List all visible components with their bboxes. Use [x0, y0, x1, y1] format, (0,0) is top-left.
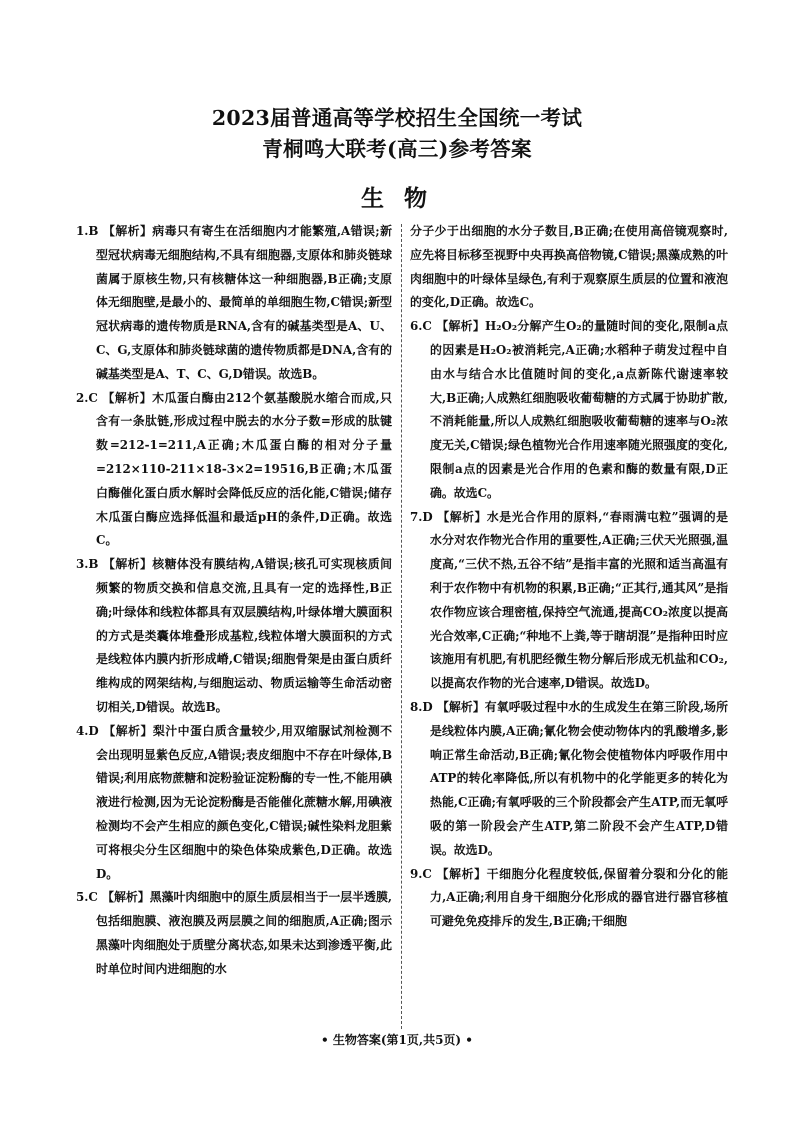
- answer-item: 2.C 【解析】木瓜蛋白酶由212个氨基酸脱水缩合而成,只含有一条肽链,形成过程中脱去的水分子数=形成的肽键数=212-1=211,A正确;木瓜蛋白酶的相对分子量=212×110-211×18-3×2=19516,B正确;木瓜蛋白酶催化蛋白质水解时会降低反应的活化能,C错误;储存木瓜蛋白酶应选择低温和最适pH的条件,D正确。故选C。: [76, 390, 392, 548]
- answer-item: 8.D 【解析】有氧呼吸过程中水的生成发生在第三阶段,场所是线粒体内膜,A正确;氰化物会使动物体内的乳酸增多,影响正常生命活动,B正确;氰化物会使植物体内呼吸作用中ATP的转化率降低,所以有机物中的化学能更多的转化为热能,C正确;有氧呼吸的三个阶段都会产生ATP,而无氧呼吸的第一阶段会产生ATP,第二阶段不会产生ATP,D错误。故选D。: [410, 699, 729, 857]
- column-divider: [401, 224, 402, 1029]
- exam-title: 2023届普通高等学校招生全国统一考试: [211, 106, 583, 130]
- answer-item: 5.C 【解析】黑藻叶肉细胞中的原生质层相当于一层半透膜,包括细胞膜、液泡膜及两层膜之间的细胞质,A正确;图示黑藻叶肉细胞处于质壁分离状态,如果未达到渗透平衡,此时单位时间内进细胞的水: [76, 890, 393, 976]
- page-footer: • 生物答案(第1页,共5页) •: [321, 1033, 473, 1047]
- answer-item: 4.D 【解析】梨汁中蛋白质含量较少,用双缩脲试剂检测不会出现明显紫色反应,A错误;表皮细胞中不存在叶绿体,B错误;利用底物蔗糖和淀粉验证淀粉酶的专一性,不能用碘液进行检测,因为无论淀粉酶是否能催化蔗糖水解,用碘液检测均不会产生相应的颜色变化,C错误;碱性染料龙胆紫可将根尖分生区细胞中的染色体染成紫色,D正确。故选D。: [76, 723, 392, 881]
- left-column: [76, 220, 392, 982]
- answer-item: 3.B 【解析】核糖体没有膜结构,A错误;核孔可实现核质间频繁的物质交换和信息交流,且具有一定的选择性,B正确;叶绿体和线粒体都具有双层膜结构,叶绿体增大膜面积的方式是类囊体堆叠形成基粒,线粒体增大膜面积的方式是线粒体内膜内折形成嵴,C错误;细胞骨架是由蛋白质纤维构成的网架结构,与细胞运动、物质运输等生命活动密切相关,D错误。故选B。: [76, 557, 392, 714]
- answer-item: 7.D 【解析】水是光合作用的原料,“春雨满屯粒”强调的是水分对农作物光合作用的重要性,A正确;三伏天光照强,温度高,“三伏不热,五谷不结”是指丰富的光照和适当高温有利于农作物中有机物的积累,B正确;“正其行,通其风”是指农作物应该合理密植,保持空气流通,提高CO₂浓度以提高光合效率,C正确;“种地不上粪,等于瞎胡混”是指种田时应该施用有机肥,有机肥经微生物分解后形成无机盐和CO₂,以提高农作物的光合速率,D错误。故选D。: [410, 509, 728, 691]
- answer-continuation: 分子少于出细胞的水分子数目,B正确;在使用高倍镜观察时,应先将目标移至视野中央再换高倍物镜,C错误;黑藻成熟的叶肉细胞中的叶绿体呈绿色,有利于观察原生质层的位置和液泡的变化,D正确。故选C。: [410, 224, 728, 310]
- right-column: [410, 220, 728, 934]
- exam-subtitle: 青桐鸣大联考(高三)参考答案: [262, 137, 532, 161]
- answer-item: 6.C 【解析】H₂O₂分解产生O₂的量随时间的变化,限制a点的因素是H₂O₂被消耗完,A正确;水稻种子萌发过程中自由水与结合水比值随时间的变化,a点新陈代谢速率较大,B正确;人成熟红细胞吸收葡萄糖的方式属于协助扩散,不消耗能量,所以人成熟红细胞吸收葡萄糖的速率与O₂浓度无关,C错误;绿色植物光合作用速率随光照强度的变化,限制a点的因素是光合作用的色素和酶的数量有限,D正确。故选C。: [410, 319, 728, 500]
- answer-item: 9.C 【解析】干细胞分化程度较低,保留着分裂和分化的能力,A正确;利用自身干细胞分化形成的器官进行器官移植可避免免疫排斥的发生,B正确;干细胞: [410, 866, 728, 929]
- answer-item: 1.B 【解析】病毒只有寄生在活细胞内才能繁殖,A错误;新型冠状病毒无细胞结构,不具有细胞器,支原体和肺炎链球菌属于原核生物,只有核糖体这一种细胞器,B正确;支原体无细胞壁,是最小的、最简单的单细胞生物,C错误;新型冠状病毒的遗传物质是RNA,含有的碱基类型是A、U、C、G,支原体和肺炎链球菌的遗传物质都是DNA,含有的碱基类型是A、T、C、G,D错误。故选B。: [76, 224, 392, 381]
- subject-heading: 生物: [361, 185, 447, 212]
